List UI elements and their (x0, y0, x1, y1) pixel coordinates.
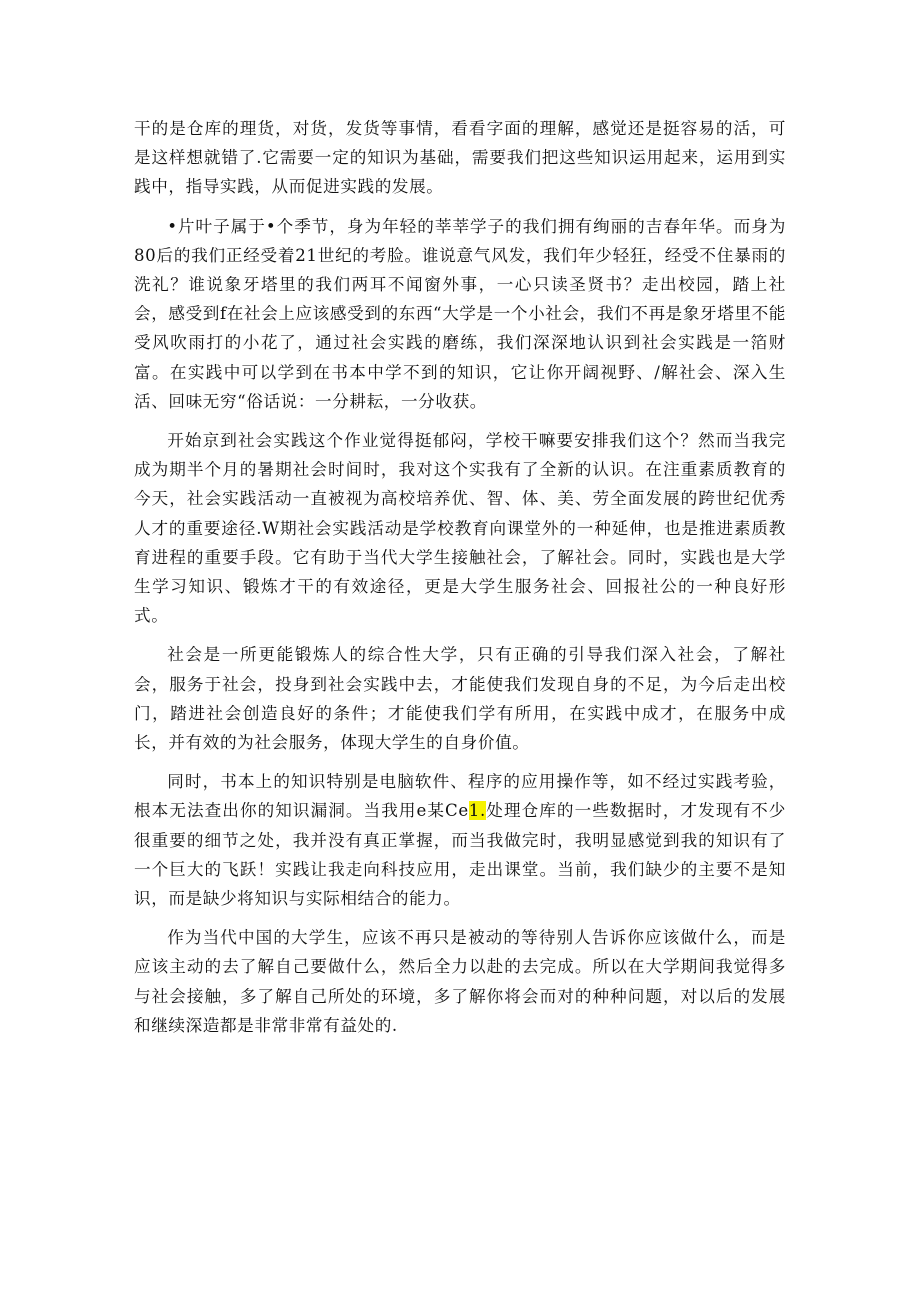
paragraph-5-text-after: 处理仓库的一些数据时，才发现有不少很重要的细节之处，我并没有真正掌握，而当我做完时，我明显感觉到我的知识有了一个巨大的飞跃！实践让我走向科技应用，走出课堂。当前，我们缺少的主要不是知识，而是缺少将知识与实际相结合的能力。 (134, 801, 786, 909)
paragraph-5 (134, 767, 786, 913)
document-body (134, 114, 786, 1050)
paragraph-4: 社会是一所更能锻炼人的综合性大学，只有正确的引导我们深入社会，了解社会，服务于社会，投身到社会实践中去，才能使我们发现自身的不足，为今后走出校门，踏进社会创造良好的条件；才能使我们学有所用，在实践中成才，在服务中成长，并有效的为社会服务，体现大学生的自身价值。 (134, 645, 786, 753)
paragraph-1: 干的是仓库的理货，对货，发货等事情，看看字面的理解，感觉还是挺容易的活，可是这样想就错了.它需要一定的知识为基础，需要我们把这些知识运用起来，运用到实践中，指导实践，从而促进实践的发展。 (134, 119, 786, 197)
paragraph-3: 开始京到社会实践这个作业觉得挺郁闷，学校干嘛要安排我们这个？然而当我完成为期半个月的暑期社会时间时，我对这个实我有了全新的认识。在注重素质教育的今天，社会实践活动一直被视为高校培养优、智、体、美、劳全面发展的跨世纪优秀人才的重要途径.W期社会实践活动是学校教育向课堂外的一种延伸，也是推进素质教育进程的重要手段。它有助于当代大学生接触社会，了解社会。同时，实践也是大学生学习知识、锻炼才干的有效途径，更是大学生服务社会、回报社公的一种良好形式。 (134, 431, 786, 626)
paragraph-2: •片叶子属于•个季节，身为年轻的莘莘学子的我们拥有绚丽的吉春年华。而身为80后的我们正经受着21世纪的考脸。谁说意气风发，我们年少轻狂，经受不住暴雨的洗礼？谁说象牙塔里的我们两耳不闻窗外事，一心只读圣贤书？走出校园，踏上社会，感受到f在社会上应该感受到的东西“大学是一个小社会，我们不再是象牙塔里不能受风吹雨打的小花了，通过社会实践的磨练，我们深深地认识到社会实践是一箔财富。在实践中可以学到在书本中学不到的知识，它让你开阔视野、/解社会、深入生活、回味无穷“俗话说：一分耕耘，一分收获。 (134, 216, 786, 411)
paragraph-5-text-before: 同时，书本上的知识特别是电脑软件、程序的应用操作等，如不经过实践考验，根本无法查出你的知识漏洞。当我用e某Ce (134, 772, 786, 821)
paragraph-6: 作为当代中国的大学生，应该不再只是被动的等待别人告诉你应该做什么，而是应该主动的去了解自己要做什么，然后全力以赴的去完成。所以在大学期间我觉得多与社会接触，多了解自己所处的环境，多了解你将会而对的种种问题，对以后的发展和继续深造都是非常非常有益处的. (134, 928, 786, 1035)
highlighted-text: 1. (468, 801, 486, 821)
